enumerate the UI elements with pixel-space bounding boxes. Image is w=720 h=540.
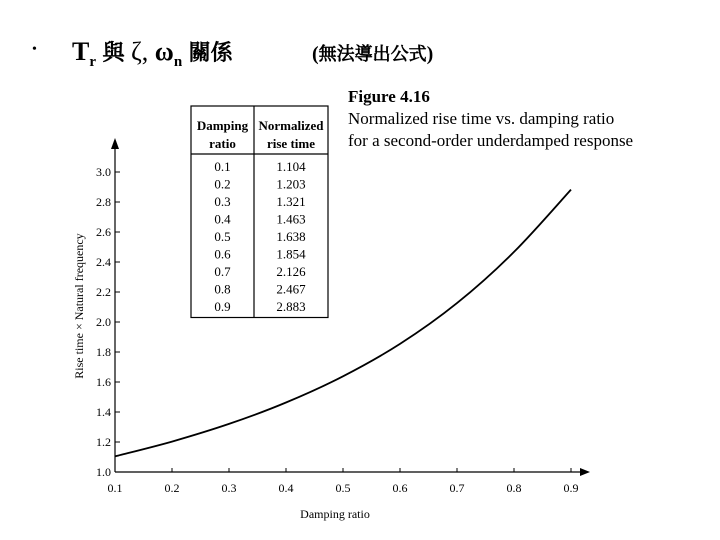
x-tick-label: 0.7	[449, 481, 465, 495]
table-cell-damping-ratio: 0.9	[214, 299, 231, 314]
table-cell-damping-ratio: 0.8	[214, 281, 231, 297]
caption-line-2: for a second-order underdamped response	[348, 131, 634, 150]
heading-t: T	[72, 37, 90, 66]
table-cell-damping-ratio: 0.4	[214, 211, 231, 227]
table-cell-damping-ratio: 0.5	[214, 229, 231, 244]
caption-line-1: Normalized rise time vs. damping ratio	[348, 109, 615, 128]
note-open-paren: (	[312, 43, 319, 65]
y-axis-label: Rise time × Natural frequency	[72, 233, 86, 379]
x-tick-label: 0.5	[335, 481, 351, 495]
table-cell-damping-ratio: 0.2	[214, 176, 231, 192]
table-cell-rise-time: 1.854	[276, 246, 306, 262]
table-cell-rise-time: 2.883	[276, 299, 306, 314]
table-header-rise-time: rise time	[266, 136, 316, 151]
table-cell-rise-time: 1.638	[276, 229, 306, 244]
table-cell-rise-time: 1.203	[276, 176, 306, 192]
y-tick-label: 2.2	[96, 285, 111, 299]
heading-relation: 關係	[188, 41, 233, 66]
y-tick-label: 2.8	[96, 195, 111, 209]
note-text: 無法導出公式	[318, 44, 427, 65]
x-tick-label: 0.4	[278, 481, 294, 495]
table-cell-rise-time: 1.321	[276, 194, 306, 209]
y-tick-label: 1.6	[96, 375, 111, 389]
x-axis-label: Damping ratio	[300, 507, 370, 521]
y-tick-label: 1.8	[96, 345, 111, 359]
table-cell-damping-ratio: 0.7	[214, 264, 231, 279]
table-header-damping: Damping	[196, 118, 249, 133]
x-tick-label: 0.6	[392, 481, 408, 495]
x-tick-label: 0.1	[107, 481, 123, 495]
y-tick-label: 1.0	[96, 465, 111, 479]
x-axis-arrow	[580, 468, 590, 476]
figure-number: Figure 4.16	[348, 87, 430, 106]
y-tick-label: 1.4	[96, 405, 111, 419]
heading-zeta: ζ,	[131, 37, 149, 66]
table-cell-rise-time: 2.126	[276, 264, 306, 279]
table-cell-damping-ratio: 0.6	[214, 246, 231, 262]
table-cell-rise-time: 1.463	[276, 211, 306, 227]
table-cell-damping-ratio: 0.1	[214, 159, 231, 174]
table-header-normalized: Normalized	[258, 118, 324, 133]
table-cell-rise-time: 1.104	[276, 159, 306, 174]
x-tick-label: 0.8	[506, 481, 522, 495]
table-header-ratio: ratio	[209, 136, 236, 151]
y-tick-label: 3.0	[96, 165, 111, 179]
x-tick-label: 0.2	[164, 481, 180, 495]
x-tick-label: 0.9	[563, 481, 579, 495]
y-tick-label: 2.6	[96, 225, 111, 239]
y-tick-label: 2.0	[96, 315, 111, 329]
heading-t-subscript: r	[89, 54, 97, 70]
table-cell-rise-time: 2.467	[276, 281, 306, 297]
y-tick-label: 1.2	[96, 435, 111, 449]
note-close-paren: )	[426, 43, 434, 65]
y-tick-label: 2.4	[96, 255, 111, 269]
rise-time-curve	[115, 190, 571, 457]
table-cell-damping-ratio: 0.3	[214, 194, 231, 209]
heading-omega: ω	[154, 37, 174, 66]
bullet: •	[32, 42, 37, 57]
x-tick-label: 0.3	[221, 481, 237, 495]
heading-and: 與	[102, 41, 125, 66]
heading-omega-subscript: n	[173, 54, 183, 70]
y-axis-arrow	[111, 138, 119, 149]
